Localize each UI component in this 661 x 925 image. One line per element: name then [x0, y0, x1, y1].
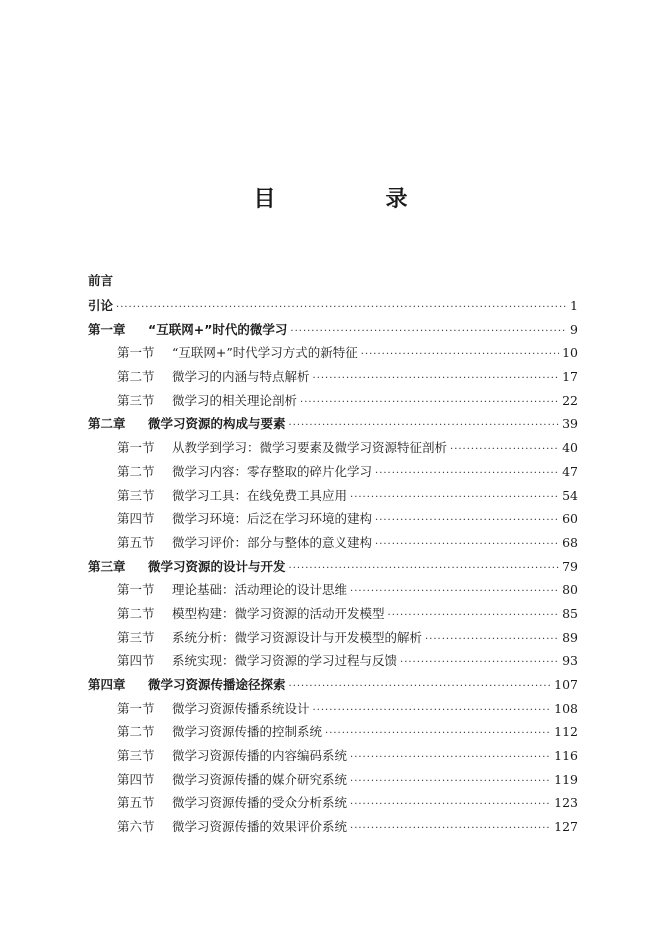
toc-entry-section[interactable] [88, 815, 578, 839]
chapter-title: 微学习资源传播途径探索 [148, 677, 286, 692]
chapter-title: 微学习资源的构成与要素 [148, 416, 286, 432]
toc-page-number: 1 [570, 298, 578, 313]
toc-entry-label: 引论 [88, 298, 114, 313]
dot-leader [313, 699, 552, 723]
section-label: 第二节 [117, 369, 155, 385]
chapter-title: 微学习资源的设计与开发 [148, 558, 286, 574]
section-label: 第一节 [117, 440, 155, 456]
dot-leader [289, 414, 560, 438]
section-label: 第三节 [117, 629, 155, 645]
toc-entry-section[interactable] [88, 697, 578, 721]
section-title: 微学习内容：零存整取的碎片化学习 [172, 463, 373, 479]
dot-leader [300, 391, 559, 415]
toc-page-number: 108 [554, 700, 578, 716]
toc-entry-chapter[interactable] [88, 673, 578, 697]
toc-entry-preface[interactable] [88, 269, 578, 294]
section-label: 第五节 [117, 795, 155, 811]
section-title: 系统实现：微学习资源的学习过程与反馈 [172, 653, 398, 669]
dot-leader [450, 438, 559, 462]
toc-page-number: 107 [554, 677, 578, 692]
dot-leader [350, 770, 551, 794]
toc-entry-section[interactable] [88, 744, 578, 768]
toc-page-number: 80 [562, 582, 578, 598]
section-title: 微学习的相关理论剖析 [172, 392, 298, 408]
toc-page-number: 40 [562, 440, 578, 456]
section-label: 第三节 [117, 487, 155, 503]
toc-page-number: 119 [554, 771, 578, 787]
dot-leader [425, 628, 559, 652]
toc-entry-section[interactable] [88, 720, 578, 744]
dot-leader [388, 604, 560, 628]
dot-leader [289, 557, 560, 581]
section-title: 微学习环境：后泛在学习环境的建构 [172, 511, 373, 527]
section-title: 微学习评价：部分与整体的意义建构 [172, 534, 373, 550]
section-label: 第四节 [117, 511, 155, 527]
dot-leader [361, 343, 559, 367]
dot-leader [350, 817, 551, 841]
page-title: 目 录 [253, 187, 452, 212]
section-title: “互联网+”时代学习方式的新特征 [172, 345, 358, 361]
section-label: 第三节 [117, 748, 155, 764]
toc-page-number: 112 [554, 724, 578, 740]
section-title: 微学习资源传播的受众分析系统 [172, 795, 348, 811]
dot-leader [350, 746, 551, 770]
section-label: 第三节 [117, 392, 155, 408]
section-title: 理论基础：活动理论的设计思维 [172, 582, 348, 598]
section-label: 第二节 [117, 605, 155, 621]
dot-leader [375, 533, 559, 557]
toc-entry-section[interactable] [88, 460, 578, 484]
toc-entry-chapter[interactable] [88, 555, 578, 579]
section-label: 第一节 [117, 700, 155, 716]
section-title: 从教学到学习：微学习要素及微学习资源特征剖析 [172, 440, 448, 456]
dot-leader [350, 580, 559, 604]
section-title: 微学习资源传播系统设计 [172, 700, 310, 716]
toc-entry-section[interactable] [88, 341, 578, 365]
section-title: 微学习资源传播的控制系统 [172, 724, 323, 740]
toc-entry-section[interactable] [88, 649, 578, 673]
table-of-contents [88, 269, 578, 839]
toc-entry-section[interactable] [88, 531, 578, 555]
toc-entry-section[interactable] [88, 507, 578, 531]
chapter-label: 第三章 [88, 558, 126, 574]
section-title: 微学习工具：在线免费工具应用 [172, 487, 348, 503]
dot-leader [289, 675, 552, 699]
section-label: 第二节 [117, 463, 155, 479]
section-label: 第二节 [117, 724, 155, 740]
toc-page-number: 60 [562, 511, 578, 527]
dot-leader [400, 651, 559, 675]
toc-entry-section[interactable] [88, 436, 578, 460]
toc-page-number: 10 [562, 345, 578, 361]
toc-entry-section[interactable] [88, 602, 578, 626]
toc-page-number: 17 [562, 369, 578, 385]
section-label: 第四节 [117, 653, 155, 669]
chapter-label: 第四章 [88, 677, 126, 692]
toc-entry-intro[interactable] [88, 294, 578, 318]
section-label: 第五节 [117, 534, 155, 550]
toc-page-number: 39 [562, 416, 578, 432]
toc-page-number: 116 [554, 748, 578, 764]
section-title: 微学习的内涵与特点解析 [172, 369, 310, 385]
toc-page-number: 68 [562, 534, 578, 550]
dot-leader [350, 793, 551, 817]
toc-entry-section[interactable] [88, 626, 578, 650]
toc-entry-section[interactable] [88, 578, 578, 602]
toc-entry-section[interactable] [88, 768, 578, 792]
dot-leader [290, 320, 567, 344]
toc-entry-section[interactable] [88, 365, 578, 389]
dot-leader [313, 367, 560, 391]
toc-page-number: 22 [562, 392, 578, 408]
section-title: 微学习资源传播的媒介研究系统 [172, 771, 348, 787]
toc-entry-label: 前言 [88, 273, 114, 288]
toc-page-number: 47 [562, 463, 578, 479]
section-label: 第一节 [117, 345, 155, 361]
toc-entry-section[interactable] [88, 791, 578, 815]
toc-page-number: 123 [554, 795, 578, 811]
section-label: 第六节 [117, 819, 155, 835]
section-title: 微学习资源传播的效果评价系统 [172, 819, 348, 835]
chapter-label: 第二章 [88, 416, 126, 432]
toc-page-number: 54 [562, 487, 578, 503]
dot-leader [375, 509, 559, 533]
toc-page-number: 93 [562, 653, 578, 669]
toc-entry-chapter[interactable] [88, 412, 578, 436]
toc-entry-chapter[interactable] [88, 318, 578, 342]
section-label: 第一节 [117, 582, 155, 598]
toc-page-number: 85 [562, 605, 578, 621]
section-title: 模型构建：微学习资源的活动开发模型 [172, 605, 385, 621]
dot-leader [325, 722, 551, 746]
chapter-label: 第一章 [88, 321, 126, 337]
toc-page-number: 89 [562, 629, 578, 645]
toc-page-number: 127 [554, 819, 578, 835]
section-label: 第四节 [117, 771, 155, 787]
dot-leader [116, 296, 567, 320]
toc-entry-section[interactable] [88, 484, 578, 508]
chapter-title: “互联网+”时代的微学习 [148, 321, 288, 337]
toc-page-number: 79 [562, 558, 578, 574]
toc-page-number: 9 [570, 321, 578, 337]
section-title: 系统分析：微学习资源设计与开发模型的解析 [172, 629, 423, 645]
toc-entry-section[interactable] [88, 389, 578, 413]
section-title: 微学习资源传播的内容编码系统 [172, 748, 348, 764]
dot-leader [350, 486, 559, 510]
dot-leader [375, 462, 559, 486]
